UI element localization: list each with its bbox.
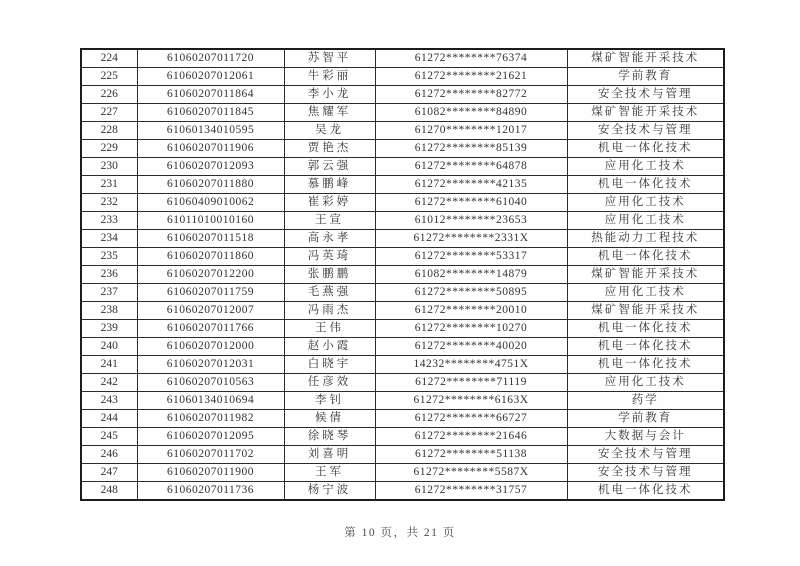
- masked-id-cell: 61272********20010: [375, 302, 567, 320]
- row-number-cell: 227: [81, 104, 137, 122]
- major-cell: 安全技术与管理: [567, 122, 724, 140]
- candidate-number-cell: 61060207011720: [137, 49, 284, 68]
- table-row: [81, 158, 724, 176]
- candidate-number-cell: 61060207011736: [137, 482, 284, 501]
- table-body: [81, 49, 724, 500]
- candidate-name-cell: 苏智平: [284, 49, 375, 68]
- table-row: [81, 212, 724, 230]
- major-cell: 机电一体化技术: [567, 482, 724, 501]
- masked-id-cell: 61272********61040: [375, 194, 567, 212]
- row-number-cell: 240: [81, 338, 137, 356]
- major-cell: 安全技术与管理: [567, 464, 724, 482]
- candidate-number-cell: 61060207011845: [137, 104, 284, 122]
- candidate-name-cell: 毛燕强: [284, 284, 375, 302]
- candidate-number-cell: 61060207010563: [137, 374, 284, 392]
- masked-id-cell: 61272********6163X: [375, 392, 567, 410]
- candidate-number-cell: 61060134010694: [137, 392, 284, 410]
- major-cell: 应用化工技术: [567, 158, 724, 176]
- row-number-cell: 230: [81, 158, 137, 176]
- row-number-cell: 232: [81, 194, 137, 212]
- masked-id-cell: 61272********53317: [375, 248, 567, 266]
- row-number-cell: 244: [81, 410, 137, 428]
- table-row: [81, 248, 724, 266]
- masked-id-cell: 61272********2331X: [375, 230, 567, 248]
- table-row: [81, 482, 724, 501]
- masked-id-cell: 61272********31757: [375, 482, 567, 501]
- candidate-number-cell: 61060134010595: [137, 122, 284, 140]
- masked-id-cell: 61270********12017: [375, 122, 567, 140]
- candidate-name-cell: 杨宁波: [284, 482, 375, 501]
- major-cell: 学前教育: [567, 68, 724, 86]
- major-cell: 安全技术与管理: [567, 446, 724, 464]
- masked-id-cell: 61272********21646: [375, 428, 567, 446]
- row-number-cell: 248: [81, 482, 137, 501]
- candidate-name-cell: 王宣: [284, 212, 375, 230]
- major-cell: 药学: [567, 392, 724, 410]
- masked-id-cell: 61272********64878: [375, 158, 567, 176]
- major-cell: 机电一体化技术: [567, 338, 724, 356]
- candidate-number-cell: 61060207012061: [137, 68, 284, 86]
- major-cell: 机电一体化技术: [567, 140, 724, 158]
- row-number-cell: 247: [81, 464, 137, 482]
- candidate-name-cell: 候倩: [284, 410, 375, 428]
- row-number-cell: 228: [81, 122, 137, 140]
- candidate-number-cell: 61060207011906: [137, 140, 284, 158]
- candidate-name-cell: 刘喜明: [284, 446, 375, 464]
- candidate-name-cell: 赵小霞: [284, 338, 375, 356]
- table-row: [81, 230, 724, 248]
- row-number-cell: 242: [81, 374, 137, 392]
- row-number-cell: 229: [81, 140, 137, 158]
- row-number-cell: 235: [81, 248, 137, 266]
- table-row: [81, 428, 724, 446]
- table-row: [81, 266, 724, 284]
- masked-id-cell: 61272********50895: [375, 284, 567, 302]
- row-number-cell: 226: [81, 86, 137, 104]
- major-cell: 大数据与会计: [567, 428, 724, 446]
- masked-id-cell: 61272********10270: [375, 320, 567, 338]
- masked-id-cell: 61272********85139: [375, 140, 567, 158]
- table-row: [81, 356, 724, 374]
- candidate-name-cell: 崔彩婷: [284, 194, 375, 212]
- row-number-cell: 241: [81, 356, 137, 374]
- table-row: [81, 176, 724, 194]
- candidate-number-cell: 61011010010160: [137, 212, 284, 230]
- table-row: [81, 86, 724, 104]
- table-row: [81, 410, 724, 428]
- masked-id-cell: 61012********23653: [375, 212, 567, 230]
- row-number-cell: 237: [81, 284, 137, 302]
- candidate-number-cell: 61060207011518: [137, 230, 284, 248]
- masked-id-cell: 61082********84890: [375, 104, 567, 122]
- table-row: [81, 122, 724, 140]
- table-row: [81, 302, 724, 320]
- table-row: [81, 320, 724, 338]
- row-number-cell: 225: [81, 68, 137, 86]
- candidate-name-cell: 李小龙: [284, 86, 375, 104]
- candidate-name-cell: 张鹏鹏: [284, 266, 375, 284]
- candidate-number-cell: 61060207012200: [137, 266, 284, 284]
- table-row: [81, 104, 724, 122]
- masked-id-cell: 61272********51138: [375, 446, 567, 464]
- major-cell: 应用化工技术: [567, 194, 724, 212]
- candidate-name-cell: 任彦效: [284, 374, 375, 392]
- candidate-name-cell: 牛彩丽: [284, 68, 375, 86]
- candidate-number-cell: 61060207012007: [137, 302, 284, 320]
- major-cell: 机电一体化技术: [567, 320, 724, 338]
- candidate-name-cell: 慕鹏峰: [284, 176, 375, 194]
- masked-id-cell: 61082********14879: [375, 266, 567, 284]
- candidate-number-cell: 61060207011766: [137, 320, 284, 338]
- row-number-cell: 224: [81, 49, 137, 68]
- candidate-name-cell: 白晓宇: [284, 356, 375, 374]
- table-row: [81, 338, 724, 356]
- candidate-name-cell: 冯雨杰: [284, 302, 375, 320]
- major-cell: 煤矿智能开采技术: [567, 266, 724, 284]
- major-cell: 应用化工技术: [567, 284, 724, 302]
- major-cell: 机电一体化技术: [567, 356, 724, 374]
- candidate-number-cell: 61060207012031: [137, 356, 284, 374]
- candidate-name-cell: 李钊: [284, 392, 375, 410]
- row-number-cell: 231: [81, 176, 137, 194]
- masked-id-cell: 61272********71119: [375, 374, 567, 392]
- row-number-cell: 236: [81, 266, 137, 284]
- candidate-number-cell: 61060207011900: [137, 464, 284, 482]
- candidate-name-cell: 王伟: [284, 320, 375, 338]
- major-cell: 煤矿智能开采技术: [567, 104, 724, 122]
- table-row: [81, 392, 724, 410]
- table-row: [81, 284, 724, 302]
- major-cell: 煤矿智能开采技术: [567, 302, 724, 320]
- table-row: [81, 140, 724, 158]
- masked-id-cell: 61272********82772: [375, 86, 567, 104]
- candidate-number-cell: 61060207011702: [137, 446, 284, 464]
- row-number-cell: 239: [81, 320, 137, 338]
- masked-id-cell: 61272********5587X: [375, 464, 567, 482]
- major-cell: 机电一体化技术: [567, 176, 724, 194]
- table-row: [81, 446, 724, 464]
- row-number-cell: 246: [81, 446, 137, 464]
- page-footer: 第 10 页，共 21 页: [344, 527, 456, 539]
- masked-id-cell: 61272********40020: [375, 338, 567, 356]
- major-cell: 热能动力工程技术: [567, 230, 724, 248]
- row-number-cell: 234: [81, 230, 137, 248]
- candidate-number-cell: 61060207011759: [137, 284, 284, 302]
- table-row: [81, 49, 724, 68]
- candidate-number-cell: 61060207012093: [137, 158, 284, 176]
- masked-id-cell: 61272********76374: [375, 49, 567, 68]
- candidate-name-cell: 徐晓琴: [284, 428, 375, 446]
- row-number-cell: 233: [81, 212, 137, 230]
- table-row: [81, 464, 724, 482]
- major-cell: 应用化工技术: [567, 374, 724, 392]
- candidate-number-cell: 61060207011880: [137, 176, 284, 194]
- masked-id-cell: 61272********21621: [375, 68, 567, 86]
- major-cell: 机电一体化技术: [567, 248, 724, 266]
- candidates-table: [80, 48, 725, 501]
- masked-id-cell: 14232********4751X: [375, 356, 567, 374]
- candidate-name-cell: 焦耀军: [284, 104, 375, 122]
- candidate-number-cell: 61060207012000: [137, 338, 284, 356]
- table-row: [81, 68, 724, 86]
- masked-id-cell: 61272********66727: [375, 410, 567, 428]
- candidate-name-cell: 冯英琦: [284, 248, 375, 266]
- major-cell: 安全技术与管理: [567, 86, 724, 104]
- candidate-number-cell: 61060207011860: [137, 248, 284, 266]
- candidate-number-cell: 61060409010062: [137, 194, 284, 212]
- candidate-name-cell: 贾艳杰: [284, 140, 375, 158]
- candidate-name-cell: 王军: [284, 464, 375, 482]
- candidate-name-cell: 吴龙: [284, 122, 375, 140]
- table-row: [81, 194, 724, 212]
- candidate-name-cell: 郭云强: [284, 158, 375, 176]
- candidate-number-cell: 61060207012095: [137, 428, 284, 446]
- row-number-cell: 245: [81, 428, 137, 446]
- major-cell: 煤矿智能开采技术: [567, 49, 724, 68]
- candidate-name-cell: 高永孝: [284, 230, 375, 248]
- major-cell: 应用化工技术: [567, 212, 724, 230]
- table-row: [81, 374, 724, 392]
- candidate-number-cell: 61060207011982: [137, 410, 284, 428]
- row-number-cell: 243: [81, 392, 137, 410]
- row-number-cell: 238: [81, 302, 137, 320]
- major-cell: 学前教育: [567, 410, 724, 428]
- masked-id-cell: 61272********42135: [375, 176, 567, 194]
- candidate-number-cell: 61060207011864: [137, 86, 284, 104]
